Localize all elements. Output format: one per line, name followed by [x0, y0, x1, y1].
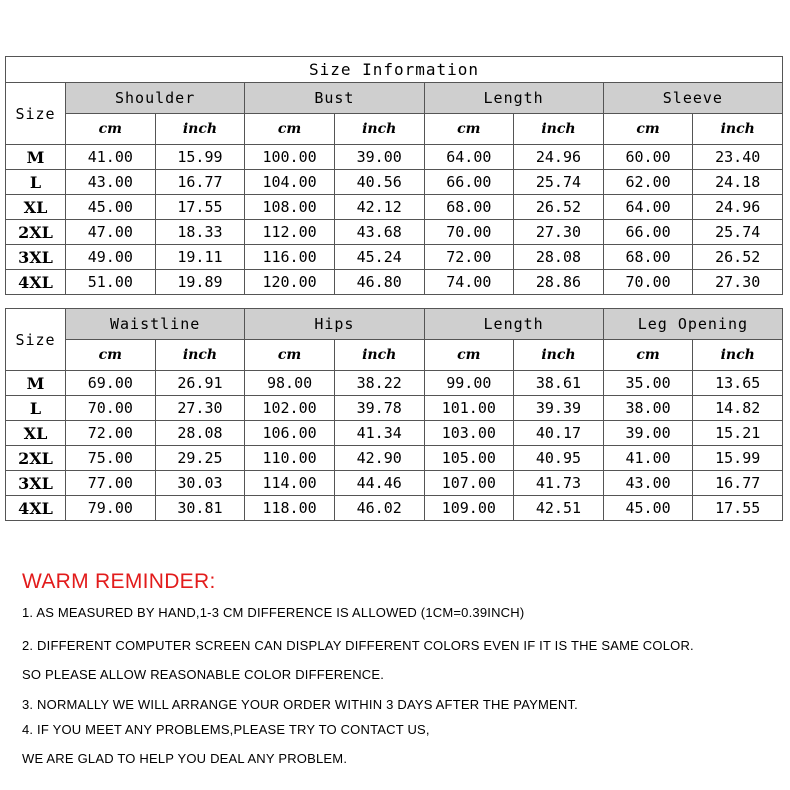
value-cell: 17.55: [693, 496, 783, 521]
value-cell: 39.78: [334, 396, 424, 421]
value-cell: 46.80: [334, 270, 424, 295]
value-cell: 42.51: [514, 496, 604, 521]
table-title-row: [6, 57, 783, 83]
unit-header: cm: [66, 340, 156, 371]
value-cell: 106.00: [245, 421, 335, 446]
value-cell: 38.61: [514, 371, 604, 396]
size-cell: XL: [6, 195, 66, 220]
value-cell: 41.00: [66, 145, 156, 170]
value-cell: 70.00: [66, 396, 156, 421]
value-cell: 64.00: [424, 145, 514, 170]
unit-header: cm: [603, 340, 693, 371]
value-cell: 38.22: [334, 371, 424, 396]
reminder-note: 2. DIFFERENT COMPUTER SCREEN CAN DISPLAY DIFFERENT COLORS EVEN IF IT IS THE SAME COLOR.: [22, 638, 694, 653]
value-cell: 30.81: [155, 496, 245, 521]
table-row: [6, 471, 783, 496]
value-cell: 30.03: [155, 471, 245, 496]
value-cell: 66.00: [424, 170, 514, 195]
value-cell: 15.99: [693, 446, 783, 471]
reminder-note: 4. IF YOU MEET ANY PROBLEMS,PLEASE TRY TO CONTACT US,: [22, 722, 430, 737]
value-cell: 25.74: [514, 170, 604, 195]
value-cell: 79.00: [66, 496, 156, 521]
value-cell: 24.96: [514, 145, 604, 170]
value-cell: 14.82: [693, 396, 783, 421]
value-cell: 41.73: [514, 471, 604, 496]
value-cell: 15.21: [693, 421, 783, 446]
group-header-row: [6, 309, 783, 340]
value-cell: 102.00: [245, 396, 335, 421]
reminder-note: 3. NORMALLY WE WILL ARRANGE YOUR ORDER WITHIN 3 DAYS AFTER THE PAYMENT.: [22, 697, 578, 712]
table-row: [6, 496, 783, 521]
value-cell: 98.00: [245, 371, 335, 396]
size-cell: XL: [6, 421, 66, 446]
group-header-bust: Bust: [245, 83, 424, 114]
value-cell: 118.00: [245, 496, 335, 521]
size-cell: L: [6, 170, 66, 195]
value-cell: 68.00: [603, 245, 693, 270]
reminder-note: WE ARE GLAD TO HELP YOU DEAL ANY PROBLEM.: [22, 751, 348, 766]
unit-header: cm: [245, 340, 335, 371]
value-cell: 44.46: [334, 471, 424, 496]
value-cell: 23.40: [693, 145, 783, 170]
size-cell: 2XL: [6, 220, 66, 245]
value-cell: 72.00: [66, 421, 156, 446]
size-column-header: Size: [6, 83, 66, 145]
value-cell: 28.08: [155, 421, 245, 446]
value-cell: 28.86: [514, 270, 604, 295]
value-cell: 105.00: [424, 446, 514, 471]
value-cell: 39.00: [603, 421, 693, 446]
unit-header: inch: [693, 340, 783, 371]
value-cell: 27.30: [514, 220, 604, 245]
value-cell: 24.18: [693, 170, 783, 195]
value-cell: 100.00: [245, 145, 335, 170]
value-cell: 40.95: [514, 446, 604, 471]
value-cell: 18.33: [155, 220, 245, 245]
unit-header: cm: [424, 340, 514, 371]
size-cell: 3XL: [6, 245, 66, 270]
size-cell: 4XL: [6, 496, 66, 521]
size-cell: L: [6, 396, 66, 421]
unit-header-row: [6, 114, 783, 145]
value-cell: 39.39: [514, 396, 604, 421]
value-cell: 69.00: [66, 371, 156, 396]
table-row: [6, 421, 783, 446]
value-cell: 26.52: [514, 195, 604, 220]
value-cell: 114.00: [245, 471, 335, 496]
value-cell: 13.65: [693, 371, 783, 396]
value-cell: 27.30: [693, 270, 783, 295]
value-cell: 16.77: [155, 170, 245, 195]
value-cell: 45.00: [66, 195, 156, 220]
unit-header: cm: [424, 114, 514, 145]
table-row: [6, 446, 783, 471]
value-cell: 66.00: [603, 220, 693, 245]
unit-header: cm: [603, 114, 693, 145]
value-cell: 68.00: [424, 195, 514, 220]
value-cell: 109.00: [424, 496, 514, 521]
value-cell: 77.00: [66, 471, 156, 496]
table-row: [6, 220, 783, 245]
value-cell: 47.00: [66, 220, 156, 245]
value-cell: 17.55: [155, 195, 245, 220]
group-header-shoulder: Shoulder: [66, 83, 245, 114]
value-cell: 41.34: [334, 421, 424, 446]
table-row: [6, 371, 783, 396]
size-cell: 3XL: [6, 471, 66, 496]
value-cell: 51.00: [66, 270, 156, 295]
value-cell: 112.00: [245, 220, 335, 245]
value-cell: 110.00: [245, 446, 335, 471]
group-header-hips: Hips: [245, 309, 424, 340]
table-row: [6, 195, 783, 220]
value-cell: 70.00: [603, 270, 693, 295]
value-cell: 70.00: [424, 220, 514, 245]
value-cell: 26.52: [693, 245, 783, 270]
table-row: [6, 245, 783, 270]
value-cell: 45.24: [334, 245, 424, 270]
unit-header: inch: [155, 340, 245, 371]
value-cell: 28.08: [514, 245, 604, 270]
reminder-note: 1. AS MEASURED BY HAND,1-3 CM DIFFERENCE IS ALLOWED (1CM=0.39INCH): [22, 605, 525, 620]
group-header-sleeve: Sleeve: [603, 83, 782, 114]
value-cell: 99.00: [424, 371, 514, 396]
value-cell: 45.00: [603, 496, 693, 521]
value-cell: 16.77: [693, 471, 783, 496]
group-header-row: [6, 83, 783, 114]
value-cell: 103.00: [424, 421, 514, 446]
value-cell: 74.00: [424, 270, 514, 295]
table-row: [6, 170, 783, 195]
table-row: [6, 270, 783, 295]
unit-header: cm: [245, 114, 335, 145]
unit-header: inch: [334, 340, 424, 371]
value-cell: 43.00: [603, 471, 693, 496]
value-cell: 46.02: [334, 496, 424, 521]
value-cell: 75.00: [66, 446, 156, 471]
value-cell: 108.00: [245, 195, 335, 220]
reminder-note: SO PLEASE ALLOW REASONABLE COLOR DIFFERENCE.: [22, 667, 385, 682]
value-cell: 43.00: [66, 170, 156, 195]
value-cell: 42.12: [334, 195, 424, 220]
size-column-header: Size: [6, 309, 66, 371]
value-cell: 27.30: [155, 396, 245, 421]
value-cell: 35.00: [603, 371, 693, 396]
size-table-bottom: [5, 308, 783, 521]
unit-header: inch: [155, 114, 245, 145]
value-cell: 116.00: [245, 245, 335, 270]
value-cell: 72.00: [424, 245, 514, 270]
warm-reminder-title: WARM REMINDER:: [22, 570, 216, 593]
unit-header-row: [6, 340, 783, 371]
table-body-bottom: [6, 371, 783, 521]
size-table-top: [5, 56, 783, 295]
value-cell: 42.90: [334, 446, 424, 471]
group-header-length: Length: [424, 309, 603, 340]
value-cell: 60.00: [603, 145, 693, 170]
value-cell: 40.17: [514, 421, 604, 446]
value-cell: 40.56: [334, 170, 424, 195]
value-cell: 38.00: [603, 396, 693, 421]
value-cell: 29.25: [155, 446, 245, 471]
value-cell: 41.00: [603, 446, 693, 471]
group-header-length: Length: [424, 83, 603, 114]
value-cell: 19.11: [155, 245, 245, 270]
value-cell: 101.00: [424, 396, 514, 421]
size-cell: M: [6, 371, 66, 396]
value-cell: 26.91: [155, 371, 245, 396]
unit-header: inch: [693, 114, 783, 145]
size-cell: M: [6, 145, 66, 170]
value-cell: 107.00: [424, 471, 514, 496]
size-cell: 2XL: [6, 446, 66, 471]
value-cell: 64.00: [603, 195, 693, 220]
value-cell: 120.00: [245, 270, 335, 295]
unit-header: inch: [334, 114, 424, 145]
value-cell: 39.00: [334, 145, 424, 170]
value-cell: 24.96: [693, 195, 783, 220]
table-body-top: [6, 145, 783, 295]
unit-header: inch: [514, 114, 604, 145]
value-cell: 49.00: [66, 245, 156, 270]
value-cell: 43.68: [334, 220, 424, 245]
group-header-leg-opening: Leg Opening: [603, 309, 782, 340]
size-cell: 4XL: [6, 270, 66, 295]
group-header-waistline: Waistline: [66, 309, 245, 340]
value-cell: 25.74: [693, 220, 783, 245]
value-cell: 62.00: [603, 170, 693, 195]
value-cell: 15.99: [155, 145, 245, 170]
table-row: [6, 396, 783, 421]
unit-header: inch: [514, 340, 604, 371]
table-title: Size Information: [6, 57, 783, 83]
value-cell: 19.89: [155, 270, 245, 295]
table-row: [6, 145, 783, 170]
unit-header: cm: [66, 114, 156, 145]
value-cell: 104.00: [245, 170, 335, 195]
